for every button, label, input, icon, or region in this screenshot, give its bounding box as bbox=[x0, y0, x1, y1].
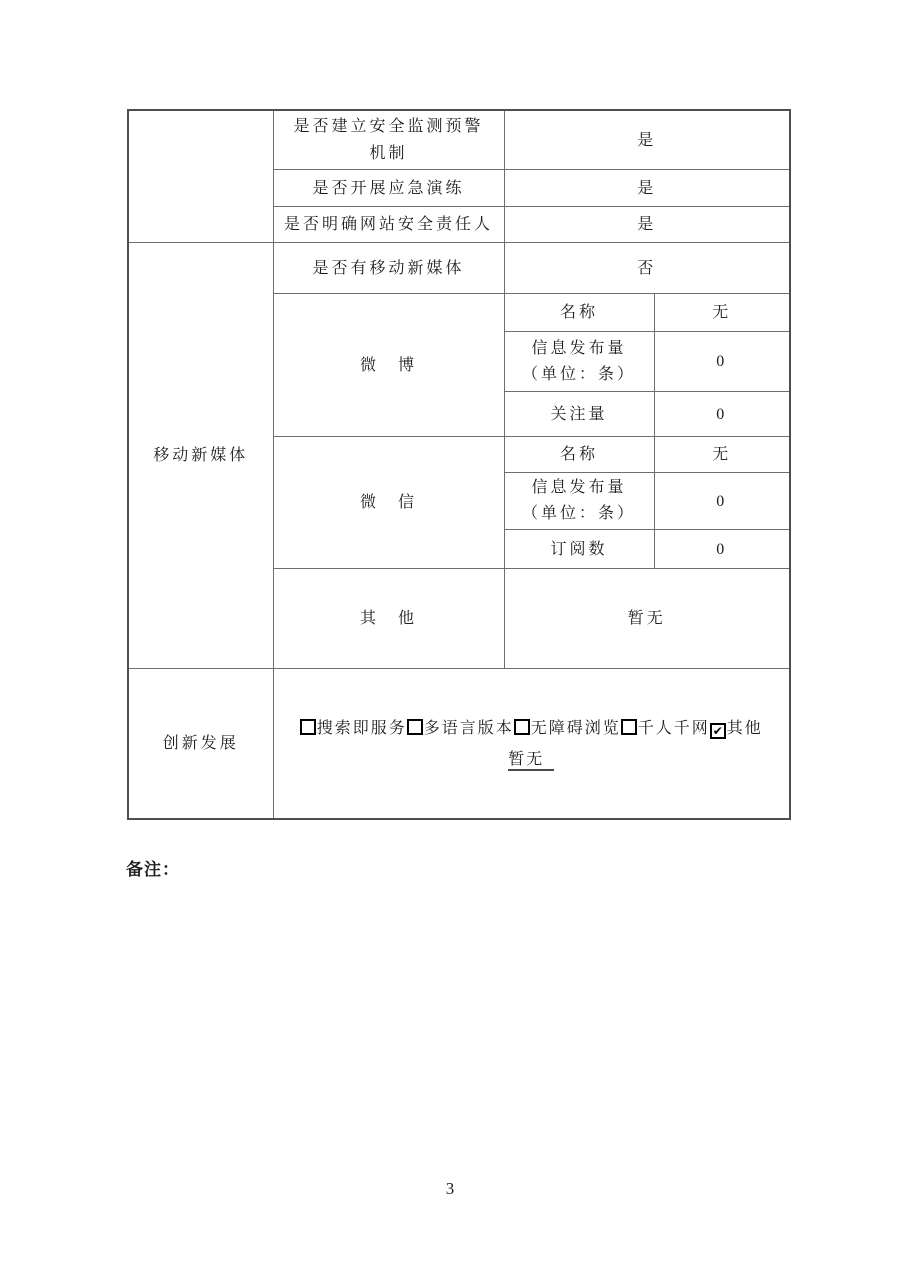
label-cell-other-media: 其 他 bbox=[273, 569, 504, 669]
checkbox-label: 其他 bbox=[726, 720, 763, 738]
category-cell-mobile-media: 移动新媒体 bbox=[128, 243, 273, 669]
checkbox-unchecked-icon bbox=[621, 719, 637, 735]
category-cell-empty bbox=[128, 110, 273, 243]
checkbox-label: 千人千网 bbox=[637, 720, 710, 738]
field-cell-wechat-name: 名称 bbox=[504, 437, 654, 473]
answer-cell-has-mobile-media: 否 bbox=[504, 243, 790, 294]
field-cell-weibo-name: 名称 bbox=[504, 294, 654, 332]
field-line2: （单位：条） bbox=[521, 505, 636, 522]
value-cell-wechat-name: 无 bbox=[654, 437, 790, 473]
category-cell-innovation: 创新发展 bbox=[128, 669, 273, 819]
checkbox-checked-icon: ✔ bbox=[710, 723, 726, 739]
field-line2: （单位：条） bbox=[521, 365, 636, 383]
question-cell-has-mobile-media: 是否有移动新媒体 bbox=[273, 243, 504, 294]
answer-cell-monitoring: 是 bbox=[504, 110, 790, 170]
value-cell-weibo-followers: 0 bbox=[654, 392, 790, 437]
answer-cell-responsible: 是 bbox=[504, 207, 790, 243]
annual-report-table bbox=[127, 109, 791, 820]
question-cell-responsible: 是否明确网站安全责任人 bbox=[273, 207, 504, 243]
value-cell-other-media: 暂无 bbox=[504, 569, 790, 669]
field-cell-wechat-subscribers: 订阅数 bbox=[504, 530, 654, 569]
table-row-innovation bbox=[128, 669, 790, 819]
checkbox-label: 搜索即服务 bbox=[316, 720, 407, 738]
page-number: 3 bbox=[445, 1179, 455, 1198]
value-cell-wechat-posts: 0 bbox=[654, 473, 790, 530]
answer-cell-drill: 是 bbox=[504, 170, 790, 207]
checkbox-label: 无障碍浏览 bbox=[530, 720, 621, 738]
question-text: 是否建立安全监测预警机制 bbox=[293, 118, 484, 162]
innovation-note-text: 暂无 bbox=[508, 751, 554, 771]
value-cell-wechat-subscribers: 0 bbox=[654, 530, 790, 569]
innovation-note-line bbox=[278, 746, 786, 773]
label-cell-weibo: 微 博 bbox=[273, 294, 504, 437]
value-cell-weibo-posts: 0 bbox=[654, 332, 790, 392]
innovation-checkbox-line bbox=[278, 713, 786, 744]
checkbox-unchecked-icon bbox=[407, 719, 423, 735]
field-line1: 信息发布量 bbox=[531, 479, 627, 496]
field-cell-weibo-posts bbox=[504, 332, 654, 392]
question-cell-drill: 是否开展应急演练 bbox=[273, 170, 504, 207]
label-cell-wechat: 微 信 bbox=[273, 437, 504, 569]
field-cell-weibo-followers: 关注量 bbox=[504, 392, 654, 437]
checkbox-label: 多语言版本 bbox=[423, 720, 514, 738]
checkbox-unchecked-icon bbox=[300, 719, 316, 735]
checkbox-unchecked-icon bbox=[514, 719, 530, 735]
value-cell-weibo-name: 无 bbox=[654, 294, 790, 332]
question-cell-monitoring bbox=[273, 110, 504, 170]
field-cell-wechat-posts bbox=[504, 473, 654, 530]
field-line1: 信息发布量 bbox=[531, 339, 627, 357]
table-row-security-monitoring bbox=[128, 110, 790, 170]
innovation-content-cell bbox=[273, 669, 790, 819]
remarks-label: 备注： bbox=[126, 860, 180, 879]
table-row-has-mobile-media bbox=[128, 243, 790, 294]
